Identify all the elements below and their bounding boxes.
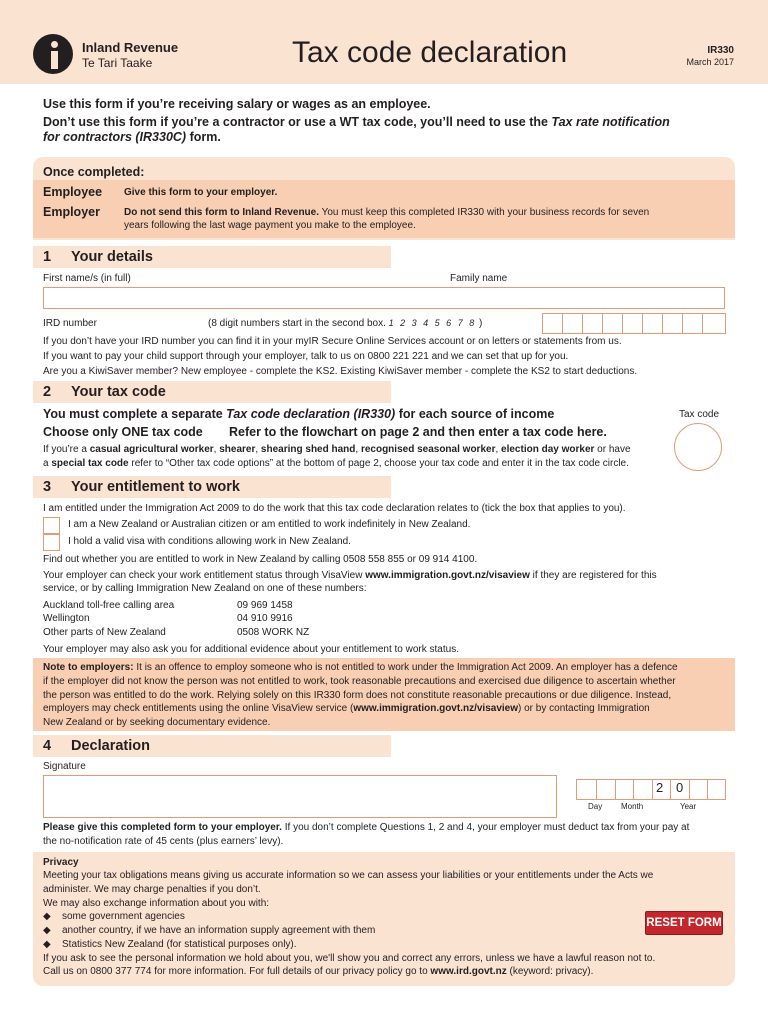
employer-text-2: years following the last wage payment you make to the employee. [124,220,416,231]
phone-number-1: 09 969 1458 [237,600,293,611]
year-digit-2: 0 [676,780,684,795]
digit-cell-divider [663,314,683,333]
privacy-heading: Privacy [43,857,79,868]
flowchart-instruction: Refer to the flowchart on page 2 and then enter a tax code here. [229,425,607,439]
once-completed-heading: Once completed: [43,165,145,179]
ird-number-input[interactable] [542,313,726,334]
ird-hint: (8 digit numbers start in the second box. 1 2 3 4 5 6 7 8 ) [208,318,483,329]
day-label: Day [588,802,603,811]
phone-number-3: 0508 WORK NZ [237,627,310,638]
employer-note-1: Note to employers: It is an offence to employ someone who is not entitled to work under the Immigration Act 2009. An employer has a defence [43,662,678,673]
privacy-text-3: We may also exchange information about you with: [43,898,270,909]
privacy-bullet-3: Statistics New Zealand (for statistical purposes only). [62,939,297,950]
reset-form-button[interactable]: RESET FORM [645,911,723,935]
privacy-text-1: Meeting your tax obligations means giving us accurate information so we can assess your liabilities or your entitlements under the Acts we [43,870,654,881]
employer-note-4: employers may check entitlements using the online VisaView service (www.immigration.govt.nz/visaview) or by contacting Immigration [43,703,650,714]
bullet-icon: ◆ [43,911,51,922]
ird-note-1: If you don’t have your IRD number you can find it in your myIR Secure Online Services account or on letters or statements from us. [43,336,622,347]
digit-cell-divider [633,780,653,799]
find-out-text: Find out whether you are entitled to work in New Zealand by calling 0508 558 855 or 09 914 4100. [43,554,478,565]
visa-option-label: I hold a valid visa with conditions allowing work in New Zealand. [68,536,351,547]
digit-cell-divider [603,314,623,333]
visaview-text: Your employer can check your work entitlement status through VisaView www.immigration.govt.nz/visaview if they are registered for this [43,570,657,581]
kiwisaver-note: Are you a KiwiSaver member? New employee - complete the KS2. Existing KiwiSaver member - complete the KS2 to start deductions. [43,366,638,377]
signature-field[interactable] [43,775,557,818]
employer-note-5: New Zealand or by seeking documentary evidence. [43,717,271,728]
employee-text: Give this form to your employer. [124,187,278,198]
phone-place-1: Auckland toll-free calling area [43,600,175,611]
family-name-label: Family name [450,273,508,284]
section-4-heading: 4 Declaration [33,735,391,757]
employer-note-2: if the employer did not know the person was not entitled to work, took reasonable precautions and exercised due diligence to ascertain whether [43,676,676,687]
digit-cell-divider [583,314,603,333]
name-input-field[interactable] [43,287,725,309]
form-date: March 2017 [686,57,734,67]
citizen-option-label: I am a New Zealand or Australian citizen or am entitled to work indefinitely in New Zealand. [68,519,471,530]
visa-checkbox[interactable] [43,534,60,551]
bullet-icon: ◆ [43,925,51,936]
employer-note-3: the person was entitled to do the work. Relying solely on this IR330 form does not constitute reasonable precautions or due diligence. Instead, [43,690,672,701]
privacy-text-2: administer. We may charge penalties if you don’t. [43,884,261,895]
first-name-label: First name/s (in full) [43,273,131,284]
year-digit-1: 2 [656,780,664,795]
section-2-heading: 2 Your tax code [33,381,391,403]
intro-line-2: Don’t use this form if you’re a contractor or use a WT tax code, you’ll need to use the Tax rate notification [43,115,670,129]
section-1-heading: 1 Your details [33,246,391,268]
digit-cell-divider [683,314,703,333]
entitlement-intro: I am entitled under the Immigration Act 2009 to do the work that this tax code declaration relates to (tick the box that applies to you). [43,503,626,514]
digit-cell-divider [543,314,563,333]
privacy-text-4: If you ask to see the personal information we hold about you, we'll show you and correct any errors, unless we have a lawful reason not to. [43,953,656,964]
bullet-icon: ◆ [43,939,51,950]
tax-code-label: Tax code [679,409,720,420]
form-number: IR330 [707,45,734,56]
privacy-text-5: Call us on 0800 377 774 for more information. For full details of our privacy policy go to www.ird.govt.nz (keyword: privacy). [43,966,594,977]
page-title: Tax code declaration [292,36,568,69]
intro-line-1: Use this form if you’re receiving salary or wages as an employee. [43,97,431,111]
citizen-checkbox[interactable] [43,517,60,534]
choose-one-code-text: Choose only ONE tax code [43,425,203,439]
visaview-text-2: service, or by calling Immigration New Zealand on one of these numbers: [43,583,367,594]
section-3-heading: 3 Your entitlement to work [33,476,391,498]
employee-label: Employee [43,185,103,199]
privacy-bullet-1: some government agencies [62,911,185,922]
phone-number-2: 04 910 9916 [237,613,293,624]
logo-i-dot [51,41,58,48]
phone-place-2: Wellington [43,613,90,624]
separate-declaration-text: You must complete a separate Tax code declaration (IR330) for each source of income [43,407,555,421]
give-form-text: Please give this completed form to your employer. If you don’t complete Questions 1, 2 and 4, your employer must deduct tax from your pay at [43,822,690,833]
child-support-note: If you want to pay your child support through your employer, talk to us on 0800 221 221 and we can set that up for you. [43,351,569,362]
privacy-bullet-2: another country, if we have an information supply agreement with them [62,925,376,936]
digit-cell-divider [563,314,583,333]
employer-label: Employer [43,205,100,219]
special-tax-code-text: a special tax code refer to “Other tax code options” at the bottom of page 2, choose your tax code and enter it in the tax code circle. [43,458,629,469]
month-label: Month [621,802,644,811]
signature-label: Signature [43,761,86,772]
tax-code-circle-input[interactable] [674,423,722,471]
ird-number-label: IRD number [43,318,97,329]
digit-cell-divider [614,780,634,799]
logo-i-bar [51,51,58,69]
employer-text: Do not send this form to Inland Revenue. You must keep this completed IR330 with your business records for seven [124,207,650,218]
year-label: Year [680,802,697,811]
date-input[interactable] [576,779,726,800]
special-worker-text: If you’re a casual agricultural worker, shearer, shearing shed hand, recognised seasonal worker, election day worker or have [43,444,631,455]
intro-line-3: for contractors (IR330C) form. [43,130,221,144]
digit-cell-divider [596,780,616,799]
org-maori-name: Te Tari Taake [82,56,153,70]
phone-place-3: Other parts of New Zealand [43,627,166,638]
digit-cell-divider [623,314,643,333]
digit-cell-divider [577,780,597,799]
digit-cell-divider [643,314,663,333]
give-form-text-2: the no-notification rate of 45 cents (plus earners’ levy). [43,836,284,847]
evidence-text: Your employer may also ask you for additional evidence about your entitlement to work status. [43,644,459,655]
digit-cell-divider [688,780,708,799]
org-name: Inland Revenue [82,40,179,55]
